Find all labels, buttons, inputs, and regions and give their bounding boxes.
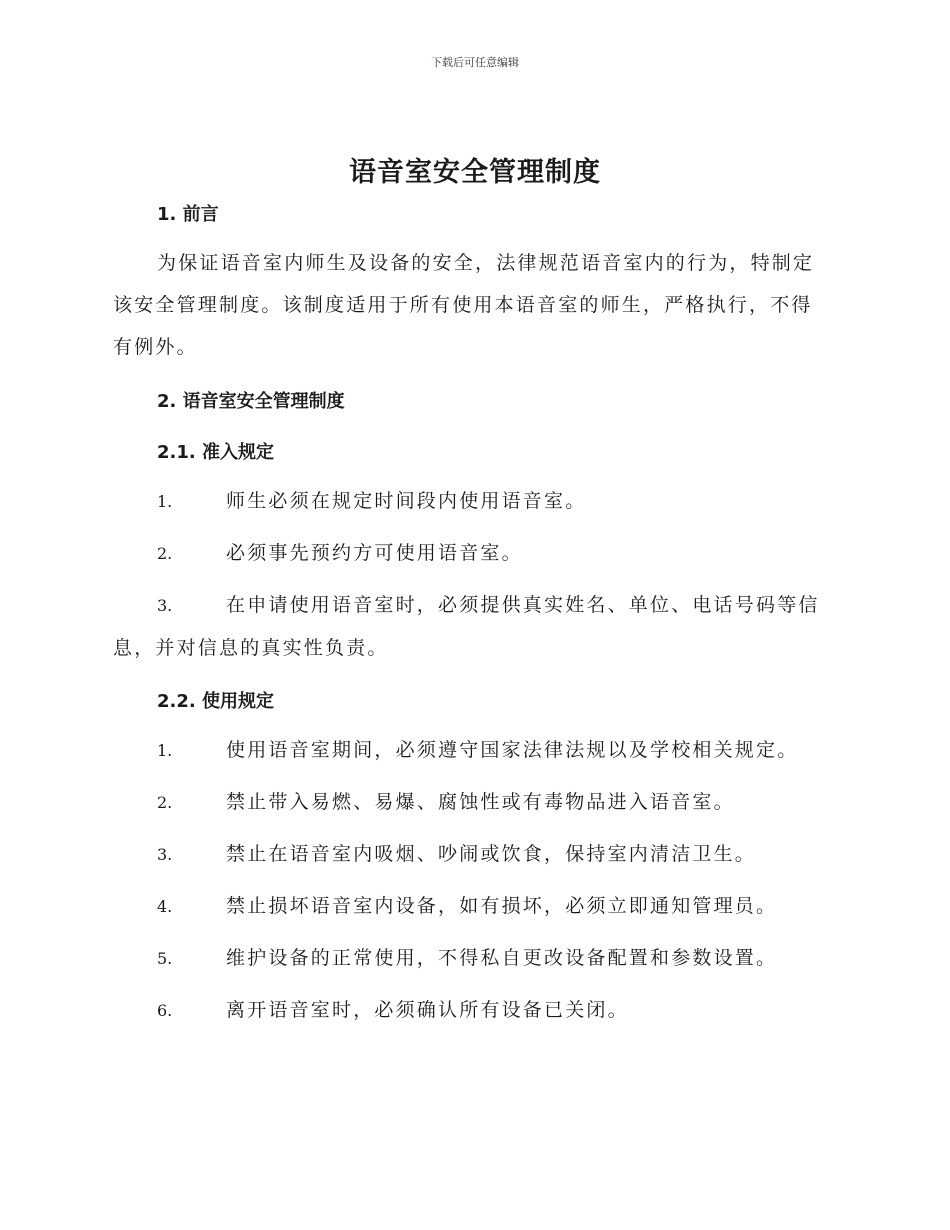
list-item-number: 5. <box>157 949 173 968</box>
section-2-heading: 2. 语音室安全管理制度 <box>157 391 345 412</box>
list-item-number: 3. <box>157 596 173 615</box>
page-header: 下载后可任意编辑 <box>431 56 519 69</box>
list-item-text: 师生必须在规定时间段内使用语音室。 <box>226 490 587 512</box>
list-item-text: 禁止在语音室内吸烟、吵闹或饮食，保持室内清洁卫生。 <box>226 843 757 865</box>
list-item <box>113 885 831 928</box>
document-title: 语音室安全管理制度 <box>349 157 601 188</box>
list-item <box>113 937 831 980</box>
list-item <box>113 532 831 575</box>
list-item-number: 4. <box>157 897 173 916</box>
list-item-number: 6. <box>157 1001 173 1020</box>
list-item-number: 2. <box>157 544 173 563</box>
section-2-2-heading: 2.2. 使用规定 <box>157 691 274 712</box>
list-item <box>113 729 831 772</box>
section-2-1-heading: 2.1. 准入规定 <box>157 442 274 463</box>
list-item-text: 使用语音室期间，必须遵守国家法律法规以及学校相关规定。 <box>226 739 799 761</box>
list-item-text: 禁止损坏语音室内设备，如有损坏，必须立即通知管理员。 <box>226 895 778 917</box>
list-item <box>113 989 831 1032</box>
section-1-heading: 1. 前言 <box>157 204 219 225</box>
list-item <box>113 833 831 876</box>
list-item-number: 1. <box>157 492 173 511</box>
list-item-number: 2. <box>157 793 173 812</box>
list-item-text: 离开语音室时，必须确认所有设备已关闭。 <box>226 999 629 1021</box>
list-item <box>113 584 831 669</box>
list-item <box>113 480 831 523</box>
list-item-number: 1. <box>157 741 173 760</box>
list-item-text: 必须事先预约方可使用语音室。 <box>226 542 523 564</box>
list-item-number: 3. <box>157 845 173 864</box>
list-item-text: 在申请使用语音室时，必须提供真实姓名、单位、电话号码等信息，并对信息的真实性负责。 <box>113 594 820 659</box>
section-1-paragraph: 为保证语音室内师生及设备的安全，法律规范语音室内的行为，特制定该安全管理制度。该制度适用于所有使用本语音室的师生，严格执行，不得有例外。 <box>113 252 815 358</box>
list-item-text: 禁止带入易燃、易爆、腐蚀性或有毒物品进入语音室。 <box>226 791 735 813</box>
list-item-text: 维护设备的正常使用，不得私自更改设备配置和参数设置。 <box>226 947 778 969</box>
list-item <box>113 781 831 824</box>
